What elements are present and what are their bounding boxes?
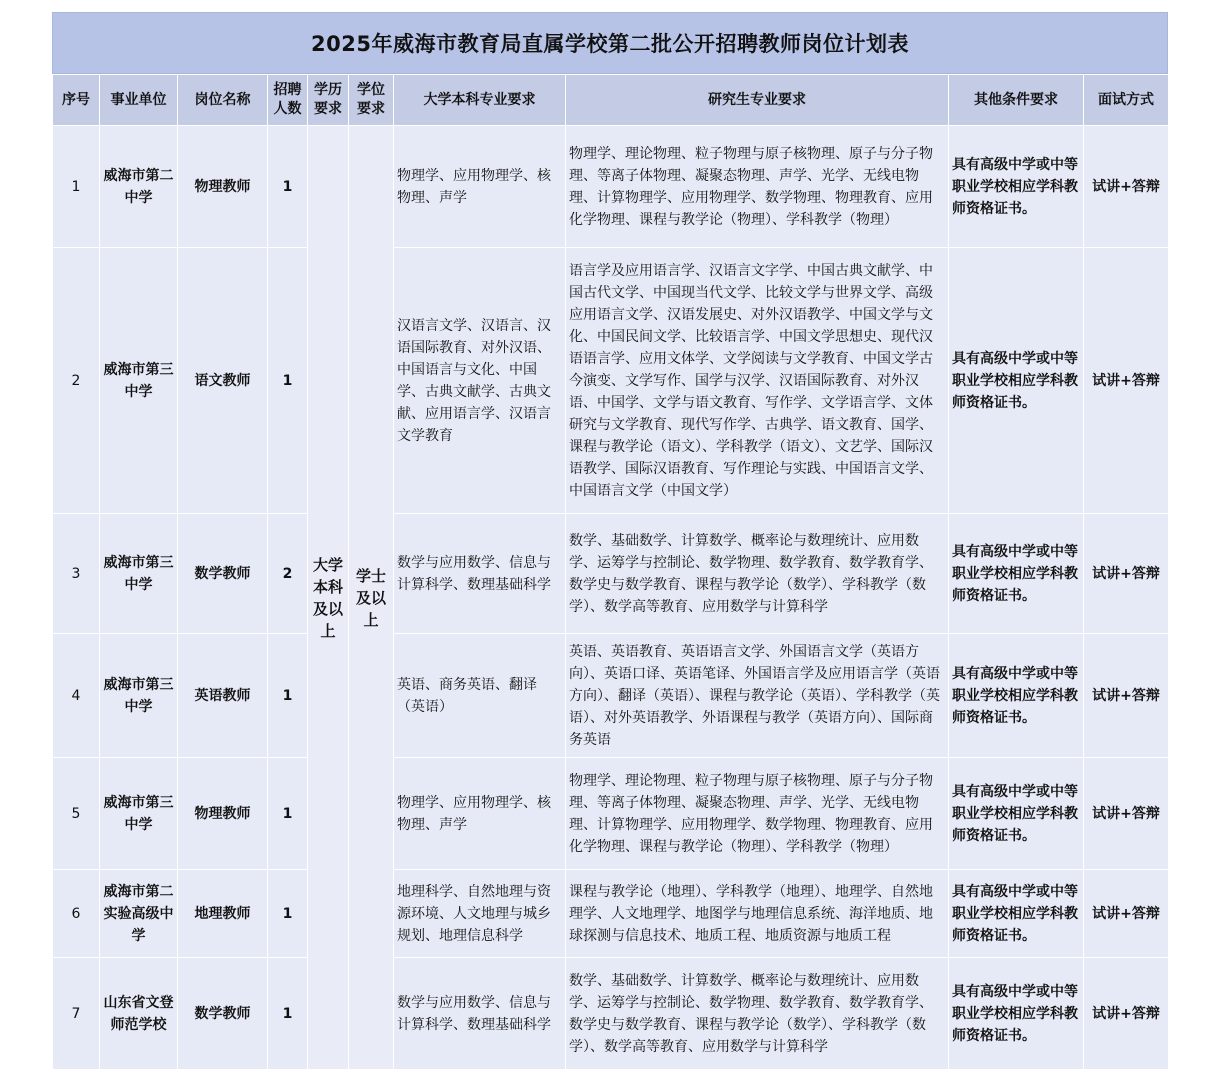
row-other: 具有高级中学或中等职业学校相应学科教师资格证书。 [949, 514, 1084, 634]
row-unit: 威海市第三中学 [100, 758, 178, 870]
row-count: 1 [268, 248, 308, 514]
row-grad: 英语、英语教育、英语语言文学、外国语言文学（英语方向）、英语口译、英语笔译、外国语言学及应用语言学（英语方向）、翻译（英语）、课程与教学论（英语）、学科教学（英语）、对外英语教学、外语课程与教学（英语方向）、国际商务英语 [566, 634, 949, 758]
row-interview: 试讲+答辩 [1084, 958, 1169, 1070]
header-grad: 研究生专业要求 [566, 75, 949, 126]
row-post: 地理教师 [178, 870, 268, 958]
row-unit: 威海市第三中学 [100, 634, 178, 758]
header-unit: 事业单位 [100, 75, 178, 126]
row-other: 具有高级中学或中等职业学校相应学科教师资格证书。 [949, 248, 1084, 514]
plan-table [52, 74, 1169, 1070]
row-index: 3 [53, 514, 100, 634]
header-undergrad: 大学本科专业要求 [394, 75, 566, 126]
row-index: 4 [53, 634, 100, 758]
row-interview: 试讲+答辩 [1084, 758, 1169, 870]
table-row [53, 634, 1169, 758]
row-unit: 威海市第二中学 [100, 126, 178, 248]
row-index: 5 [53, 758, 100, 870]
header-post: 岗位名称 [178, 75, 268, 126]
row-grad: 数学、基础数学、计算数学、概率论与数理统计、应用数学、运筹学与控制论、数学物理、数学教育、数学教育学、数学史与数学教育、课程与教学论（数学）、学科教学（数学）、数学高等教育、应用数学与计算科学 [566, 958, 949, 1070]
header-row [53, 75, 1169, 126]
row-interview: 试讲+答辩 [1084, 870, 1169, 958]
table-row [53, 870, 1169, 958]
header-interview: 面试方式 [1084, 75, 1169, 126]
header-edu: 学历要求 [308, 75, 349, 126]
row-interview: 试讲+答辩 [1084, 126, 1169, 248]
row-interview: 试讲+答辩 [1084, 248, 1169, 514]
row-count: 1 [268, 126, 308, 248]
row-unit: 山东省文登师范学校 [100, 958, 178, 1070]
row-index: 7 [53, 958, 100, 1070]
row-grad: 物理学、理论物理、粒子物理与原子核物理、原子与分子物理、等离子体物理、凝聚态物理、声学、光学、无线电物理、计算物理学、应用物理学、数学物理、物理教育、应用化学物理、课程与教学论（物理）、学科教学（物理） [566, 126, 949, 248]
row-other: 具有高级中学或中等职业学校相应学科教师资格证书。 [949, 758, 1084, 870]
row-undergrad: 汉语言文学、汉语言、汉语国际教育、对外汉语、中国语言与文化、中国学、古典文献学、古典文献、应用语言学、汉语言文学教育 [394, 248, 566, 514]
row-undergrad: 英语、商务英语、翻译（英语） [394, 634, 566, 758]
row-undergrad: 物理学、应用物理学、核物理、声学 [394, 126, 566, 248]
row-post: 物理教师 [178, 126, 268, 248]
row-post: 物理教师 [178, 758, 268, 870]
edu-requirement: 大学本科及以上 [308, 126, 349, 1070]
row-undergrad: 地理科学、自然地理与资源环境、人文地理与城乡规划、地理信息科学 [394, 870, 566, 958]
row-grad: 物理学、理论物理、粒子物理与原子核物理、原子与分子物理、等离子体物理、凝聚态物理、声学、光学、无线电物理、计算物理学、应用物理学、数学物理、物理教育、应用化学物理、课程与教学论（物理）、学科教学（物理） [566, 758, 949, 870]
row-unit: 威海市第三中学 [100, 514, 178, 634]
row-index: 1 [53, 126, 100, 248]
row-count: 1 [268, 870, 308, 958]
row-unit: 威海市第三中学 [100, 248, 178, 514]
recruitment-plan-sheet [52, 12, 1168, 1070]
row-post: 英语教师 [178, 634, 268, 758]
row-undergrad: 数学与应用数学、信息与计算科学、数理基础科学 [394, 514, 566, 634]
header-index: 序号 [53, 75, 100, 126]
row-count: 2 [268, 514, 308, 634]
table-row [53, 126, 1169, 248]
table-row [53, 958, 1169, 1070]
row-undergrad: 数学与应用数学、信息与计算科学、数理基础科学 [394, 958, 566, 1070]
degree-requirement: 学士及以上 [349, 126, 394, 1070]
row-interview: 试讲+答辩 [1084, 634, 1169, 758]
row-index: 2 [53, 248, 100, 514]
row-count: 1 [268, 758, 308, 870]
table-row [53, 514, 1169, 634]
row-grad: 数学、基础数学、计算数学、概率论与数理统计、应用数学、运筹学与控制论、数学物理、数学教育、数学教育学、数学史与数学教育、课程与教学论（数学）、学科教学（数学）、数学高等教育、应用数学与计算科学 [566, 514, 949, 634]
header-count: 招聘人数 [268, 75, 308, 126]
header-other: 其他条件要求 [949, 75, 1084, 126]
table-row [53, 758, 1169, 870]
row-other: 具有高级中学或中等职业学校相应学科教师资格证书。 [949, 634, 1084, 758]
row-index: 6 [53, 870, 100, 958]
row-grad: 语言学及应用语言学、汉语言文字学、中国古典文献学、中国古代文学、中国现当代文学、比较文学与世界文学、高级应用语言文学、汉语发展史、对外汉语教学、中国文学与文化、中国民间文学、比较语言学、中国文学思想史、现代汉语语言学、应用文体学、文学阅读与文学教育、中国文学古今演变、文学写作、国学与汉学、汉语国际教育、对外汉语、中国学、文学与语文教育、写作学、文学语言学、文体研究与文学教育、现代写作学、古典学、语文教育、国学、课程与教学论（语文）、学科教学（语文）、文艺学、国际汉语教学、国际汉语教育、写作理论与实践、中国语言文学、中国语言文学（中国文学） [566, 248, 949, 514]
row-undergrad: 物理学、应用物理学、核物理、声学 [394, 758, 566, 870]
row-other: 具有高级中学或中等职业学校相应学科教师资格证书。 [949, 870, 1084, 958]
page-title: 2025年威海市教育局直属学校第二批公开招聘教师岗位计划表 [52, 12, 1168, 74]
row-interview: 试讲+答辩 [1084, 514, 1169, 634]
row-post: 语文教师 [178, 248, 268, 514]
header-degree: 学位要求 [349, 75, 394, 126]
row-count: 1 [268, 958, 308, 1070]
row-unit: 威海市第二实验高级中学 [100, 870, 178, 958]
row-post: 数学教师 [178, 958, 268, 1070]
row-count: 1 [268, 634, 308, 758]
row-other: 具有高级中学或中等职业学校相应学科教师资格证书。 [949, 958, 1084, 1070]
row-post: 数学教师 [178, 514, 268, 634]
row-grad: 课程与教学论（地理）、学科教学（地理）、地理学、自然地理学、人文地理学、地图学与地理信息系统、海洋地质、地球探测与信息技术、地质工程、地质资源与地质工程 [566, 870, 949, 958]
row-other: 具有高级中学或中等职业学校相应学科教师资格证书。 [949, 126, 1084, 248]
table-row [53, 248, 1169, 514]
